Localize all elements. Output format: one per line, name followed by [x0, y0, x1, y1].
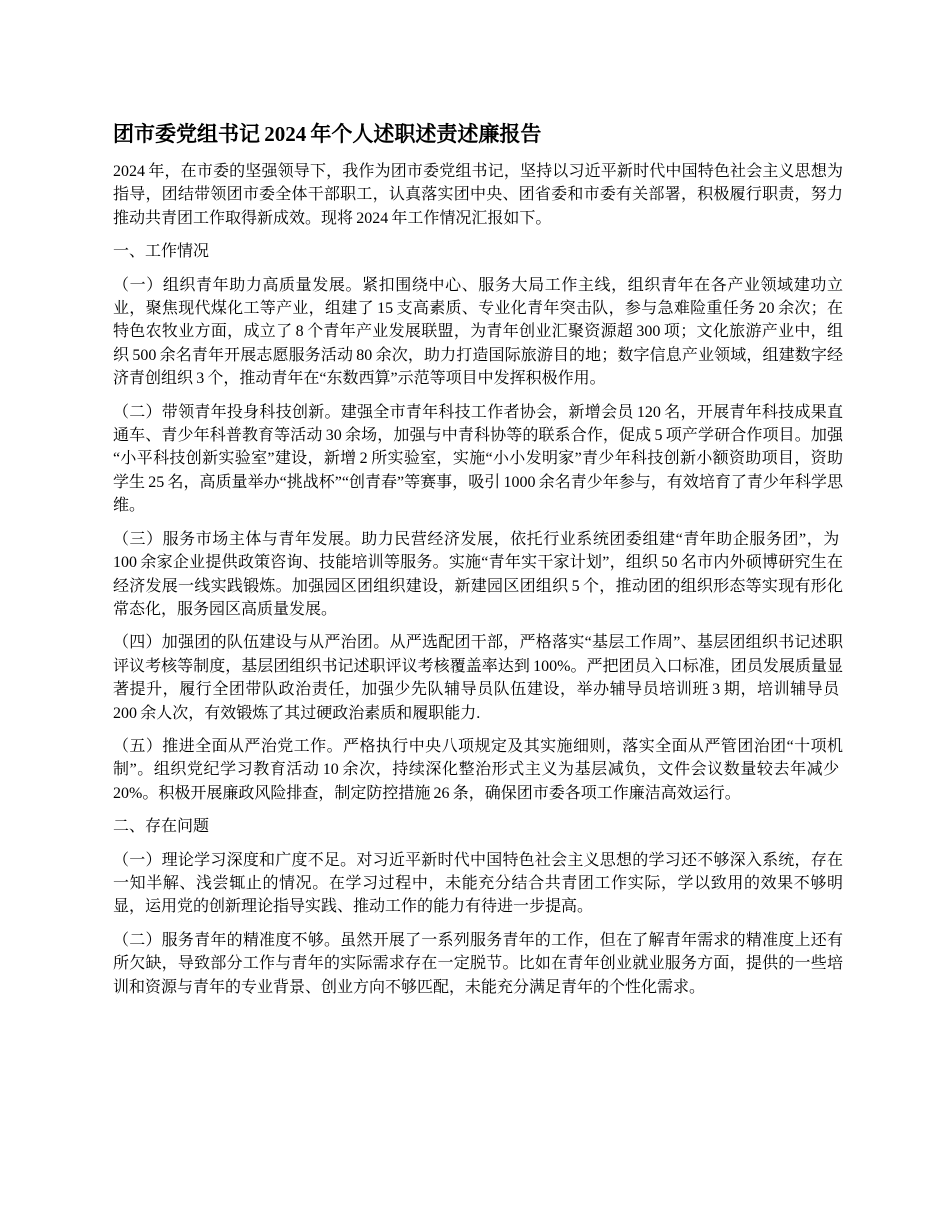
document-title: 团市委党组书记 2024 年个人述职述责述廉报告	[113, 122, 542, 146]
work-item-1-paragraph: （一）组织青年助力高质量发展。紧扣围绕中心、服务大局工作主线，组织青年在各产业领域建功立业，聚焦现代煤化工等产业，组建了 15 支高素质、专业化青年突击队，参与急难险重任务 20 余次；在特色农牧业方面，成立了 8 个青年产业发展联盟，为青年创业汇聚资源超 300 项；文化旅游产业中，组织 500 余名青年开展志愿服务活动 80 余次，助力打造国际旅游目的地；数字信息产业领域，组建数字经济青创组织 3 个，推动青年在“东数西算”示范等项目中发挥积极作用。	[113, 276, 843, 388]
problem-item-1-paragraph: （一）理论学习深度和广度不足。对习近平新时代中国特色社会主义思想的学习还不够深入系统，存在一知半解、浅尝辄止的情况。在学习过程中，未能充分结合共青团工作实际，学以致用的效果不够明显，运用党的创新理论指导实践、推动工作的能力有待进一步提高。	[113, 851, 843, 916]
work-item-2-paragraph: （二）带领青年投身科技创新。建强全市青年科技工作者协会，新增会员 120 名，开展青年科技成果直通车、青少年科普教育等活动 30 余场，加强与中青科协等的联系合作，促成 5 项产学研合作项目。加强“小平科技创新实验室”建设，新增 2 所实验室，实施“小小发明家”青少年科技创新小额资助项目，资助学生 25 名，高质量举办“挑战杯”“创青春”等赛事，吸引 1000 余名青少年参与，有效培育了青少年科学思维。	[113, 403, 843, 515]
work-item-3-paragraph: （三）服务市场主体与青年发展。助力民营经济发展，依托行业系统团委组建“青年助企服务团”，为 100 余家企业提供政策咨询、技能培训等服务。实施“青年实干家计划”，组织 50 名市内外硕博研究生在经济发展一线实践锻炼。加强园区团组织建设，新建园区团组织 5 个，推动团的组织形态等实现有形化常态化，服务园区高质量发展。	[113, 530, 843, 618]
section-heading-existing-problems: 二、存在问题	[113, 818, 210, 836]
section-heading-work-situation: 一、工作情况	[113, 243, 210, 261]
problem-item-2-paragraph: （二）服务青年的精准度不够。虽然开展了一系列服务青年的工作，但在了解青年需求的精准度上还有所欠缺，导致部分工作与青年的实际需求存在一定脱节。比如在青年创业就业服务方面，提供的一些培训和资源与青年的专业背景、创业方向不够匹配，未能充分满足青年的个性化需求。	[113, 931, 843, 996]
intro-paragraph: 2024 年，在市委的坚强领导下，我作为团市委党组书记，坚持以习近平新时代中国特色社会主义思想为指导，团结带领团市委全体干部职工，认真落实团中央、团省委和市委有关部署，积极履行职责，努力推动共青团工作取得新成效。现将 2024 年工作情况汇报如下。	[113, 163, 843, 227]
work-item-5-paragraph: （五）推进全面从严治党工作。严格执行中央八项规定及其实施细则，落实全面从严管团治团“十项机制”。组织党纪学习教育活动 10 余次，持续深化整治形式主义为基层减负，文件会议数量较去年减少 20%。积极开展廉政风险排查，制定防控措施 26 条，确保团市委各项工作廉洁高效运行。	[113, 737, 843, 802]
work-item-4-paragraph: （四）加强团的队伍建设与从严治团。从严选配团干部，严格落实“基层工作周”、基层团组织书记述职评议考核等制度，基层团组织书记述职评议考核覆盖率达到 100%。严把团员入口标准，团员发展质量显著提升，履行全团带队政治责任，加强少先队辅导员队伍建设，举办辅导员培训班 3 期，培训辅导员 200 余人次，有效锻炼了其过硬政治素质和履职能力.	[113, 634, 843, 722]
